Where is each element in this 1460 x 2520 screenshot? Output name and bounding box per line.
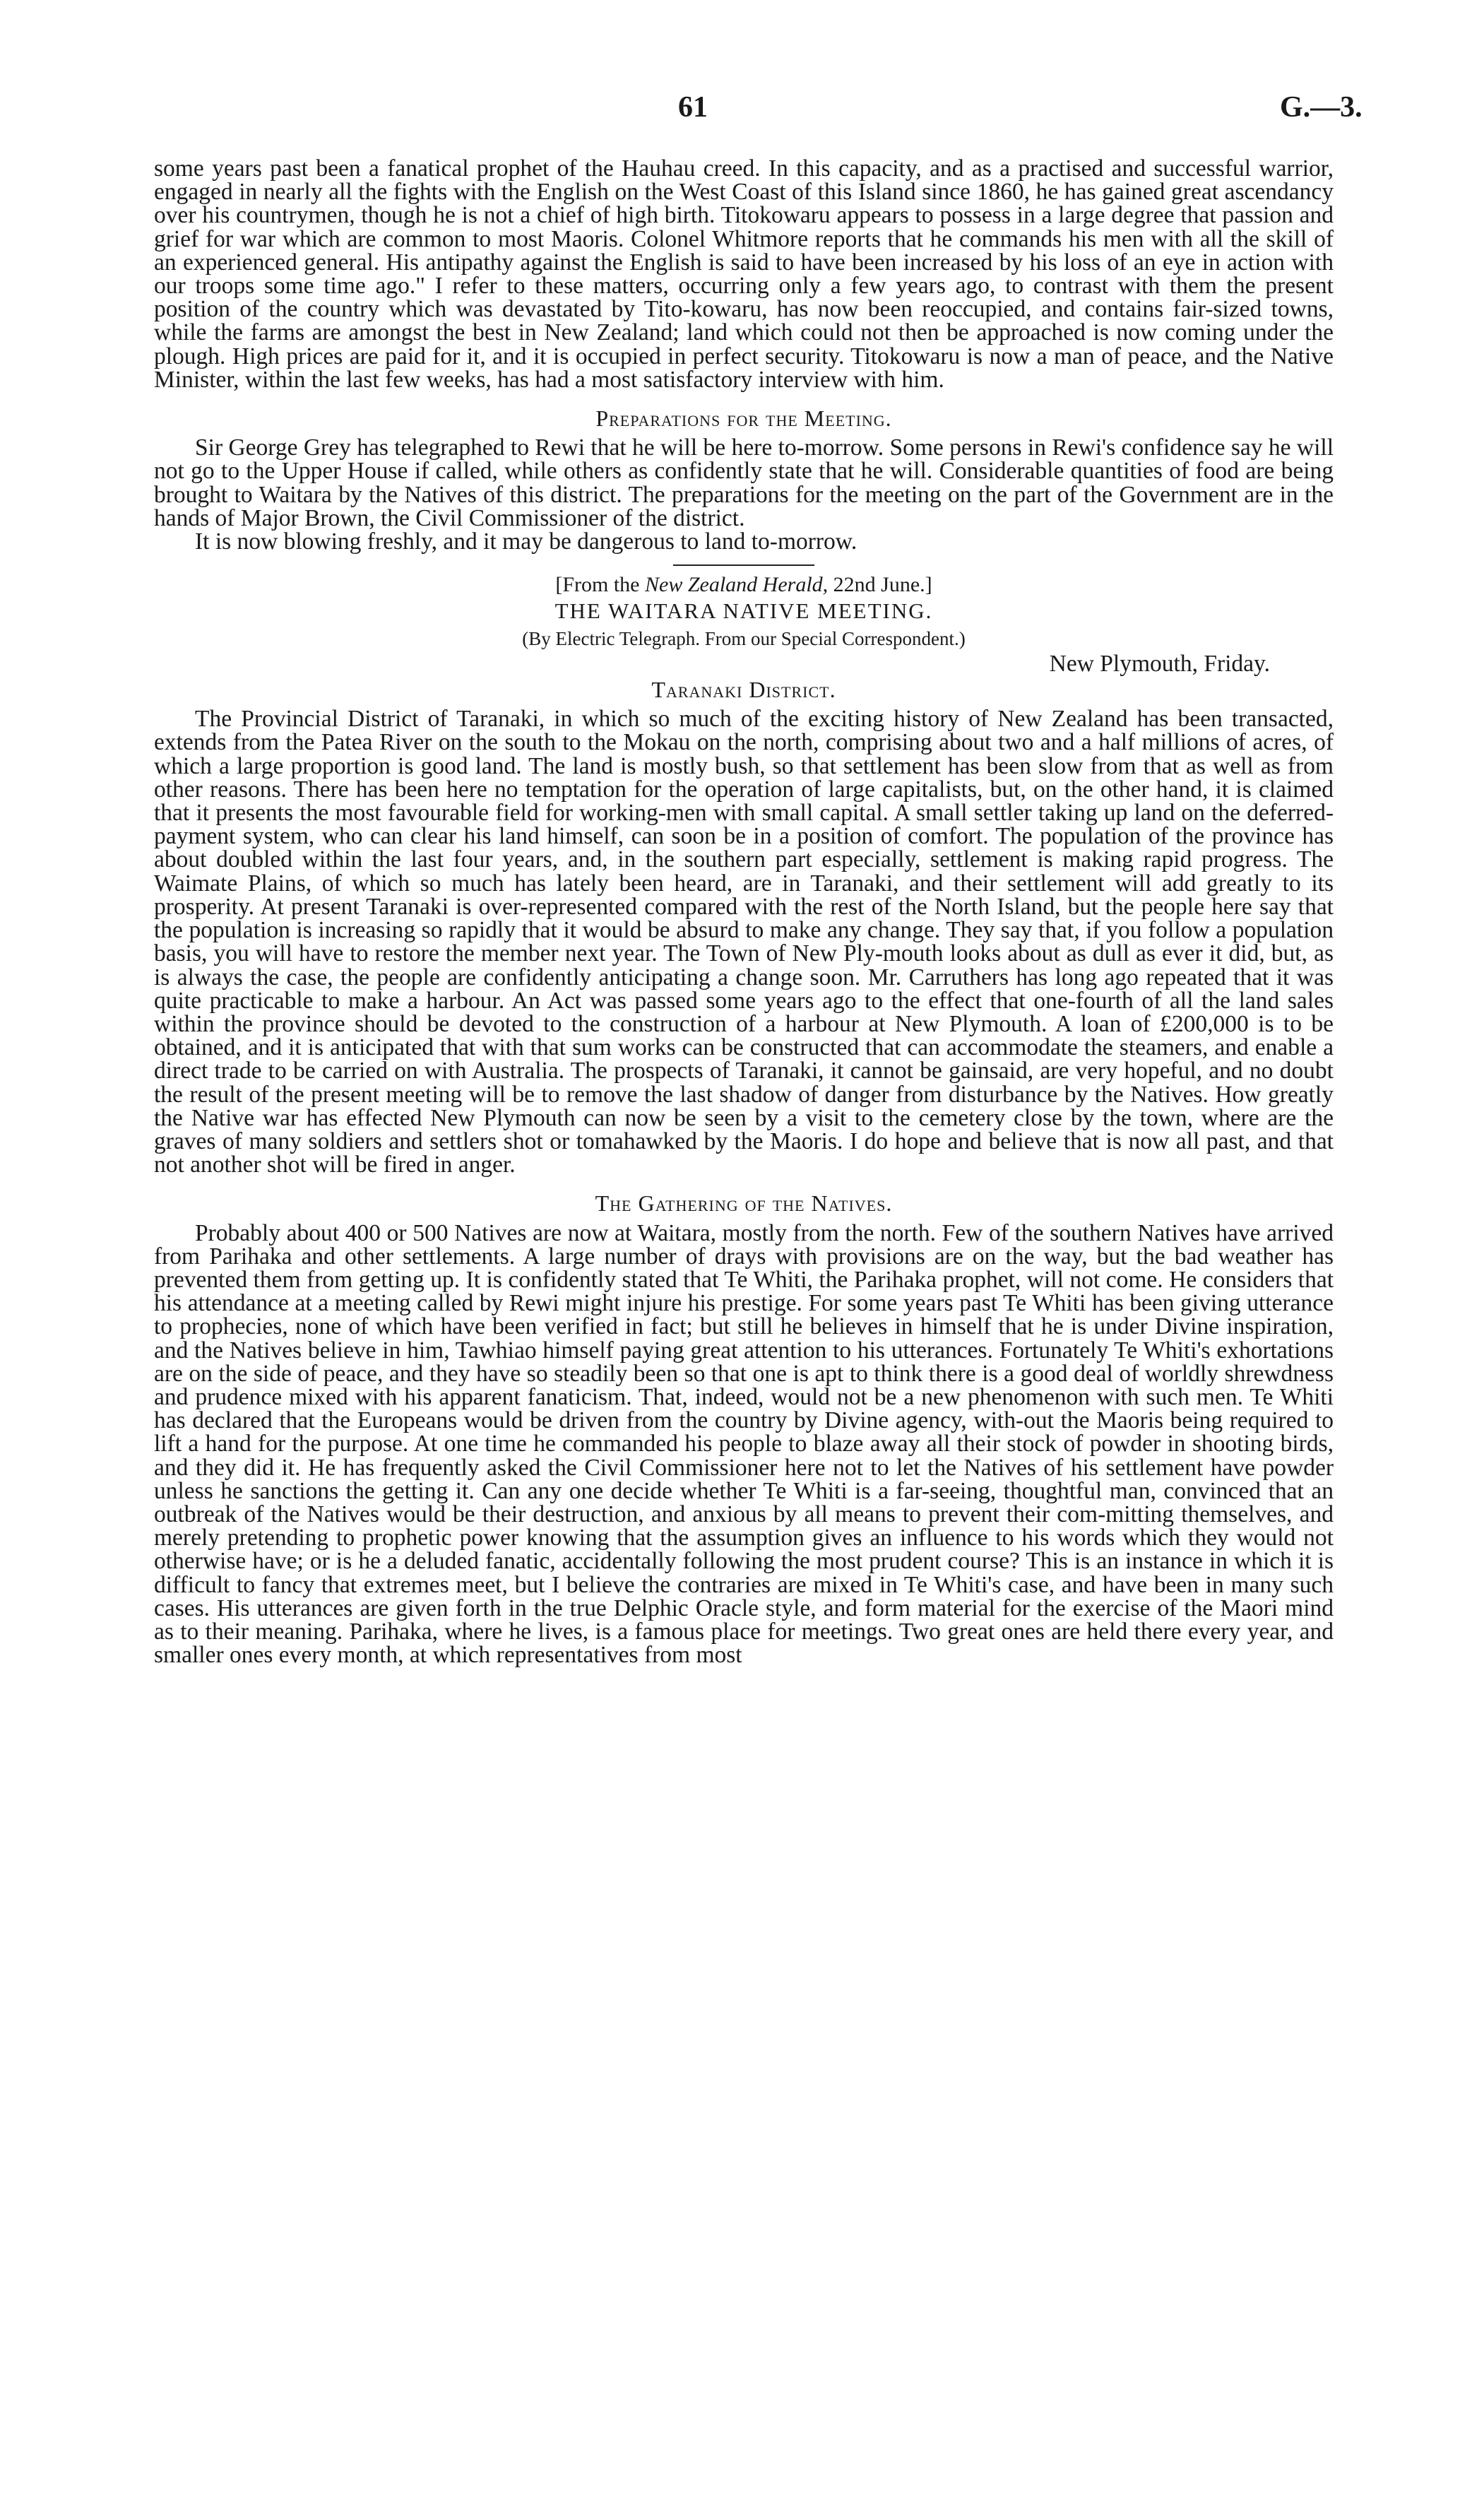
report-dateline: New Plymouth, Friday.	[1049, 650, 1270, 677]
source-paper: New Zealand Herald,	[645, 573, 829, 597]
gathering-paragraph: Probably about 400 or 500 Natives are now at Waitara, mostly from the north. Few of the southern Natives have arrived from Parihaka and other settlements. A large number of drays with provisions are on the way, but the bad weather has prevented them from getting up. It is confidently stated that Te Whiti, the Parihaka prophet, will not come. He considers that his attendance at a meeting called by Rewi might injure his prestige. For some years past Te Whiti has been giving utterance to prophecies, none of which have been verified in fact; but still he believes in himself that he is under Divine inspiration, and the Natives believe in him, Tawhiao himself paying great attention to his utterances. Fortunately Te Whiti's exhortations are on the side of peace, and they have so steadily been so that one is apt to think there is a good deal of worldly shrewdness and prudence mixed with his apparent fanaticism. That, indeed, would not be a new phenomenon with such men. Te Whiti has declared that the Europeans would be driven from the country by Divine agency, with-out the Maoris being required to lift a hand for the purpose. At one time he commanded his people to blaze away all their stock of powder in shooting birds, and they did it. He has frequently asked the Civil Commissioner here not to let the Natives of his settlement have powder unless he sanctions the getting it. Can any one decide whether Te Whiti is a far-seeing, thoughtful man, convinced that an outbreak of the Natives would be their destruction, and anxious by all means to prevent their com-mitting themselves, and merely pretending to prophetic power knowing that the assumption gives an influence to his words which they would not otherwise have; or is he a deluded fanatic, accidentally following the most prudent course? This is an instance in which it is difficult to fancy that extremes meet, but I believe the contraries are mixed in Te Whiti's case, and have been in many such cases. His utterances are given forth in the true Delphic Oracle style, and form material for the exercise of the Maori mind as to their meaning. Parihaka, where he lives, is a famous place for meetings. Two great ones are held there every year, and smaller ones every month, at which representatives from most	[154, 1219, 1334, 1669]
source-prefix: [From the	[555, 573, 645, 597]
taranaki-paragraph: The Provincial District of Taranaki, in which so much of the exciting history of New Zealand has been transacted, extends from the Patea River on the south to the Mokau on the north, comprising about two and a half millions of acres, of which a large proportion is good land. The land is mostly bush, so that settlement has been slow from that as well as from other reasons. There has been here no temptation for the operation of large capitalists, but, on the other hand, it is claimed that it presents the most favourable field for working-men with small capital. A small settler taking up land on the deferred-payment system, who can clear his land himself, can soon be in a position of comfort. The population of the province has about doubled within the last four years, and, in the southern part especially, settlement is making rapid progress. The Waimate Plains, of which so much has lately been heard, are in Taranaki, and their settlement will add greatly to its prosperity. At present Taranaki is over-represented compared with the rest of the North Island, but the people here say that the population is increasing so rapidly that it would be absurd to make any change. They say that, if you follow a population basis, you will have to restore the member next year. The Town of New Ply-mouth looks about as dull as ever it did, but, as is always the case, the people are confidently anticipating a change soon. Mr. Carruthers has long ago repeated that it was quite practicable to make a harbour. An Act was passed some years ago to the effect that one-fourth of all the land sales within the province should be devoted to the construction of a harbour at New Plymouth. A loan of £200,000 is to be obtained, and it is anticipated that with that sum works can be constructed that can accommodate the steamers, and enable a direct trade to be carried on with Australia. The prospects of Taranaki, it cannot be gainsaid, are very hopeful, and no doubt the result of the present meeting will be to remove the last shadow of danger from disturbance by the Natives. How greatly the Native war has effected New Plymouth can now be seen by a visit to the cemetery close by the town, where are the graves of many soldiers and settlers shot or tomahawked by the Maoris. I do hope and believe that is now all past, and that not another shot will be fired in anger.	[154, 706, 1334, 1178]
intro-paragraph: some years past been a fanatical prophet of the Hauhau creed. In this capacity, and as a practised and successful warrior, engaged in nearly all the fights with the English on the West Coast of this Island since 1860, he has gained great ascendancy over his countrymen, though he is not a chief of high birth. Titokowaru appears to possess in a large degree that passion and grief for war which are common to most Maoris. Colonel Whitmore reports that he commands his men with all the skill of an experienced general. His antipathy against the English is said to have been increased by his loss of an eye in action with our troops some time ago." I refer to these matters, occurring only a few years ago, to contrast with them the present position of the country which was devastated by Tito-kowaru, has now been reoccupied, and contains fair-sized towns, while the farms are amongst the best in New Zealand; land which could not then be approached is now coming under the plough. High prices are paid for it, and it is occupied in perfect security. Titokowaru is now a man of peace, and the Native Minister, within the last few weeks, has had a most satisfactory interview with him.	[154, 155, 1334, 393]
taranaki-heading: Taranaki District.	[651, 677, 836, 703]
preparations-heading: Preparations for the Meeting.	[595, 406, 892, 432]
source-suffix: 22nd June.]	[828, 573, 932, 597]
report-title: THE WAITARA NATIVE MEETING.	[554, 598, 933, 624]
source-citation	[154, 573, 1334, 596]
page-reference: G.—3.	[1280, 91, 1363, 124]
page-number: 61	[678, 91, 708, 124]
weather-paragraph: It is now blowing freshly, and it may be dangerous to land to-morrow.	[195, 528, 857, 555]
gathering-heading: The Gathering of the Natives.	[595, 1190, 893, 1217]
section-divider	[673, 564, 814, 566]
report-byline: (By Electric Telegraph. From our Special Correspondent.)	[522, 627, 966, 649]
preparations-paragraph: Sir George Grey has telegraphed to Rewi that he will be here to-morrow. Some persons in Rewi's confidence say he will not go to the Upper House if called, while others as confidently state that he will. Considerable quantities of food are being brought to Waitara by the Natives of this district. The preparations for the meeting on the part of the Government are in the hands of Major Brown, the Civil Commissioner of the district.	[154, 434, 1334, 531]
body-column	[154, 157, 1334, 1667]
